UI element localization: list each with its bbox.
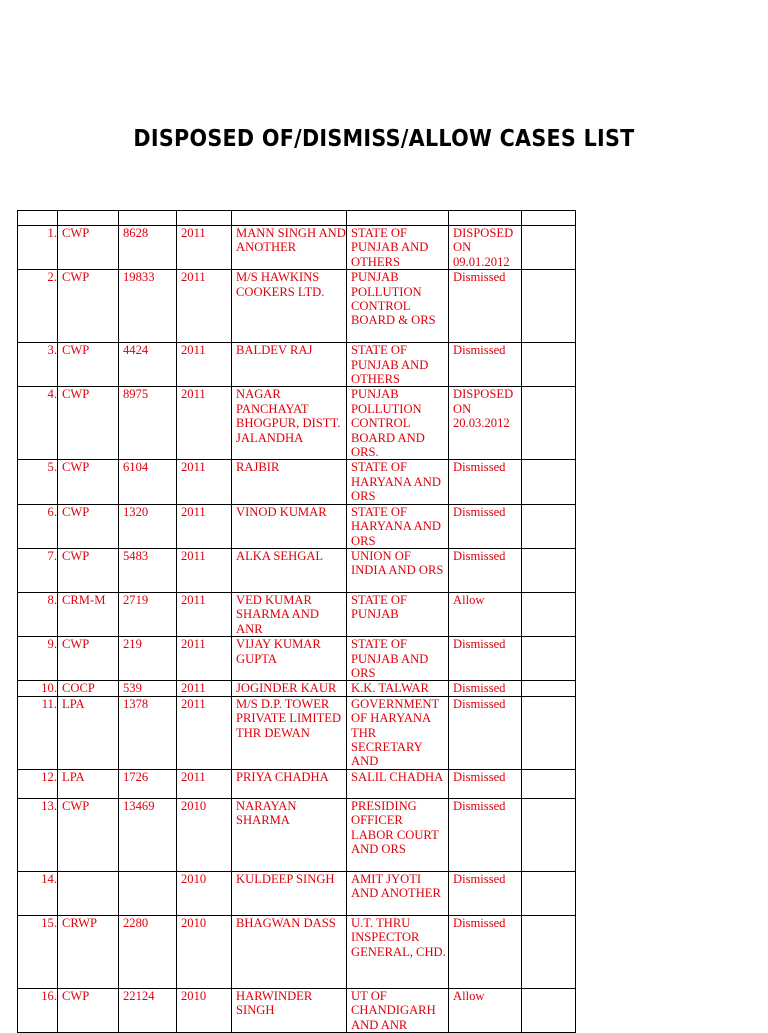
remarks-cell bbox=[522, 226, 576, 270]
serial-number-cell: 10. bbox=[18, 681, 58, 696]
petitioner-cell: PRIYA CHADHA bbox=[232, 769, 347, 798]
serial-number-cell: 6. bbox=[18, 504, 58, 548]
table-row bbox=[18, 387, 576, 460]
case-number-cell: 4424 bbox=[119, 343, 177, 387]
status-cell: Dismissed bbox=[449, 915, 522, 988]
respondent-cell: PRESIDING OFFICER LABOR COURT AND ORS bbox=[347, 798, 449, 871]
petitioner-cell: ALKA SEHGAL bbox=[232, 548, 347, 592]
table-row bbox=[18, 343, 576, 387]
status-cell: Allow bbox=[449, 592, 522, 636]
remarks-cell bbox=[522, 769, 576, 798]
case-type-cell: CWP bbox=[58, 988, 119, 1032]
respondent-cell: STATE OF PUNJAB bbox=[347, 592, 449, 636]
status-cell: DISPOSED ON 09.01.2012 bbox=[449, 226, 522, 270]
respondent-cell: AMIT JYOTI AND ANOTHER bbox=[347, 871, 449, 915]
petitioner-cell: VINOD KUMAR bbox=[232, 504, 347, 548]
serial-number-cell: 3. bbox=[18, 343, 58, 387]
petitioner-cell: M/S HAWKINS COOKERS LTD. bbox=[232, 270, 347, 343]
cases-table-body bbox=[18, 211, 576, 1033]
respondent-cell: U.T. THRU INSPECTOR GENERAL, CHD. bbox=[347, 915, 449, 988]
case-number-cell: 1320 bbox=[119, 504, 177, 548]
page-title: DISPOSED OF/DISMISS/ALLOW CASES LIST bbox=[133, 126, 635, 152]
case-number-cell: 19833 bbox=[119, 270, 177, 343]
case-year-cell: 2010 bbox=[177, 988, 232, 1032]
serial-number-cell: 15. bbox=[18, 915, 58, 988]
serial-number-cell: 9. bbox=[18, 637, 58, 681]
header-cell bbox=[177, 211, 232, 226]
serial-number-cell: 5. bbox=[18, 460, 58, 504]
table-row bbox=[18, 504, 576, 548]
case-type-cell: CRM-M bbox=[58, 592, 119, 636]
serial-number-cell: 16. bbox=[18, 988, 58, 1032]
petitioner-cell: VED KUMAR SHARMA AND ANR bbox=[232, 592, 347, 636]
table-row bbox=[18, 681, 576, 696]
table-header-row bbox=[18, 211, 576, 226]
case-type-cell: CWP bbox=[58, 548, 119, 592]
case-year-cell: 2011 bbox=[177, 460, 232, 504]
petitioner-cell: M/S D.P. TOWER PRIVATE LIMITED THR DEWAN bbox=[232, 696, 347, 769]
case-year-cell: 2011 bbox=[177, 270, 232, 343]
respondent-cell: UT OF CHANDIGARH AND ANR bbox=[347, 988, 449, 1032]
case-number-cell bbox=[119, 871, 177, 915]
petitioner-cell: MANN SINGH AND ANOTHER bbox=[232, 226, 347, 270]
status-cell: Dismissed bbox=[449, 460, 522, 504]
case-type-cell: CWP bbox=[58, 387, 119, 460]
remarks-cell bbox=[522, 387, 576, 460]
case-year-cell: 2011 bbox=[177, 637, 232, 681]
petitioner-cell: NAGAR PANCHAYAT BHOGPUR, DISTT. JALANDHA bbox=[232, 387, 347, 460]
status-cell: Dismissed bbox=[449, 343, 522, 387]
status-cell: Allow bbox=[449, 988, 522, 1032]
case-year-cell: 2011 bbox=[177, 226, 232, 270]
case-year-cell: 2011 bbox=[177, 769, 232, 798]
remarks-cell bbox=[522, 548, 576, 592]
case-year-cell: 2011 bbox=[177, 592, 232, 636]
case-number-cell: 5483 bbox=[119, 548, 177, 592]
table-row bbox=[18, 769, 576, 798]
remarks-cell bbox=[522, 915, 576, 988]
remarks-cell bbox=[522, 504, 576, 548]
respondent-cell: K.K. TALWAR bbox=[347, 681, 449, 696]
remarks-cell bbox=[522, 637, 576, 681]
case-type-cell: LPA bbox=[58, 696, 119, 769]
petitioner-cell: JOGINDER KAUR bbox=[232, 681, 347, 696]
case-year-cell: 2011 bbox=[177, 504, 232, 548]
remarks-cell bbox=[522, 871, 576, 915]
respondent-cell: UNION OF INDIA AND ORS bbox=[347, 548, 449, 592]
remarks-cell bbox=[522, 988, 576, 1032]
serial-number-cell: 7. bbox=[18, 548, 58, 592]
status-cell: Dismissed bbox=[449, 798, 522, 871]
respondent-cell: PUNJAB POLLUTION CONTROL BOARD & ORS bbox=[347, 270, 449, 343]
status-cell: Dismissed bbox=[449, 696, 522, 769]
serial-number-cell: 12. bbox=[18, 769, 58, 798]
case-year-cell: 2011 bbox=[177, 548, 232, 592]
respondent-cell: STATE OF HARYANA AND ORS bbox=[347, 504, 449, 548]
table-row bbox=[18, 871, 576, 915]
cases-table bbox=[17, 210, 576, 1033]
status-cell: Dismissed bbox=[449, 637, 522, 681]
case-year-cell: 2011 bbox=[177, 696, 232, 769]
status-cell: Dismissed bbox=[449, 270, 522, 343]
case-number-cell: 2280 bbox=[119, 915, 177, 988]
case-year-cell: 2011 bbox=[177, 343, 232, 387]
serial-number-cell: 11. bbox=[18, 696, 58, 769]
header-cell bbox=[449, 211, 522, 226]
table-row bbox=[18, 548, 576, 592]
case-year-cell: 2010 bbox=[177, 915, 232, 988]
status-cell: Dismissed bbox=[449, 504, 522, 548]
remarks-cell bbox=[522, 592, 576, 636]
respondent-cell: STATE OF PUNJAB AND ORS bbox=[347, 637, 449, 681]
respondent-cell: SALIL CHADHA bbox=[347, 769, 449, 798]
remarks-cell bbox=[522, 343, 576, 387]
header-cell bbox=[58, 211, 119, 226]
petitioner-cell: KULDEEP SINGH bbox=[232, 871, 347, 915]
table-row bbox=[18, 226, 576, 270]
respondent-cell: STATE OF HARYANA AND ORS bbox=[347, 460, 449, 504]
serial-number-cell: 14. bbox=[18, 871, 58, 915]
case-type-cell: CWP bbox=[58, 270, 119, 343]
case-year-cell: 2011 bbox=[177, 681, 232, 696]
respondent-cell: GOVERNMENT OF HARYANA THR SECRETARY AND bbox=[347, 696, 449, 769]
case-type-cell: CWP bbox=[58, 504, 119, 548]
case-year-cell: 2010 bbox=[177, 871, 232, 915]
case-year-cell: 2011 bbox=[177, 387, 232, 460]
case-number-cell: 8975 bbox=[119, 387, 177, 460]
case-type-cell: CWP bbox=[58, 226, 119, 270]
header-cell bbox=[347, 211, 449, 226]
case-number-cell: 219 bbox=[119, 637, 177, 681]
case-type-cell: CWP bbox=[58, 343, 119, 387]
table-row bbox=[18, 637, 576, 681]
petitioner-cell: RAJBIR bbox=[232, 460, 347, 504]
remarks-cell bbox=[522, 270, 576, 343]
status-cell: Dismissed bbox=[449, 548, 522, 592]
case-type-cell bbox=[58, 871, 119, 915]
status-cell: Dismissed bbox=[449, 681, 522, 696]
respondent-cell: STATE OF PUNJAB AND OTHERS bbox=[347, 226, 449, 270]
case-type-cell: CWP bbox=[58, 637, 119, 681]
case-type-cell: CWP bbox=[58, 460, 119, 504]
remarks-cell bbox=[522, 460, 576, 504]
petitioner-cell: VIJAY KUMAR GUPTA bbox=[232, 637, 347, 681]
header-cell bbox=[232, 211, 347, 226]
respondent-cell: PUNJAB POLLUTION CONTROL BOARD AND ORS. bbox=[347, 387, 449, 460]
serial-number-cell: 1. bbox=[18, 226, 58, 270]
case-type-cell: LPA bbox=[58, 769, 119, 798]
case-type-cell: CWP bbox=[58, 798, 119, 871]
case-number-cell: 2719 bbox=[119, 592, 177, 636]
case-year-cell: 2010 bbox=[177, 798, 232, 871]
table-row bbox=[18, 988, 576, 1032]
table-row bbox=[18, 696, 576, 769]
table-row bbox=[18, 592, 576, 636]
case-number-cell: 1726 bbox=[119, 769, 177, 798]
case-number-cell: 6104 bbox=[119, 460, 177, 504]
petitioner-cell: BALDEV RAJ bbox=[232, 343, 347, 387]
status-cell: DISPOSED ON 20.03.2012 bbox=[449, 387, 522, 460]
case-type-cell: CRWP bbox=[58, 915, 119, 988]
serial-number-cell: 8. bbox=[18, 592, 58, 636]
header-cell bbox=[119, 211, 177, 226]
case-type-cell: COCP bbox=[58, 681, 119, 696]
status-cell: Dismissed bbox=[449, 769, 522, 798]
case-number-cell: 13469 bbox=[119, 798, 177, 871]
header-cell bbox=[522, 211, 576, 226]
table-row bbox=[18, 915, 576, 988]
respondent-cell: STATE OF PUNJAB AND OTHERS bbox=[347, 343, 449, 387]
serial-number-cell: 4. bbox=[18, 387, 58, 460]
petitioner-cell: HARWINDER SINGH bbox=[232, 988, 347, 1032]
remarks-cell bbox=[522, 681, 576, 696]
serial-number-cell: 13. bbox=[18, 798, 58, 871]
case-number-cell: 539 bbox=[119, 681, 177, 696]
petitioner-cell: BHAGWAN DASS bbox=[232, 915, 347, 988]
petitioner-cell: NARAYAN SHARMA bbox=[232, 798, 347, 871]
table-row bbox=[18, 270, 576, 343]
case-number-cell: 1378 bbox=[119, 696, 177, 769]
table-row bbox=[18, 460, 576, 504]
remarks-cell bbox=[522, 696, 576, 769]
serial-number-cell: 2. bbox=[18, 270, 58, 343]
status-cell: Dismissed bbox=[449, 871, 522, 915]
remarks-cell bbox=[522, 798, 576, 871]
case-number-cell: 22124 bbox=[119, 988, 177, 1032]
table-row bbox=[18, 798, 576, 871]
header-cell bbox=[18, 211, 58, 226]
case-number-cell: 8628 bbox=[119, 226, 177, 270]
